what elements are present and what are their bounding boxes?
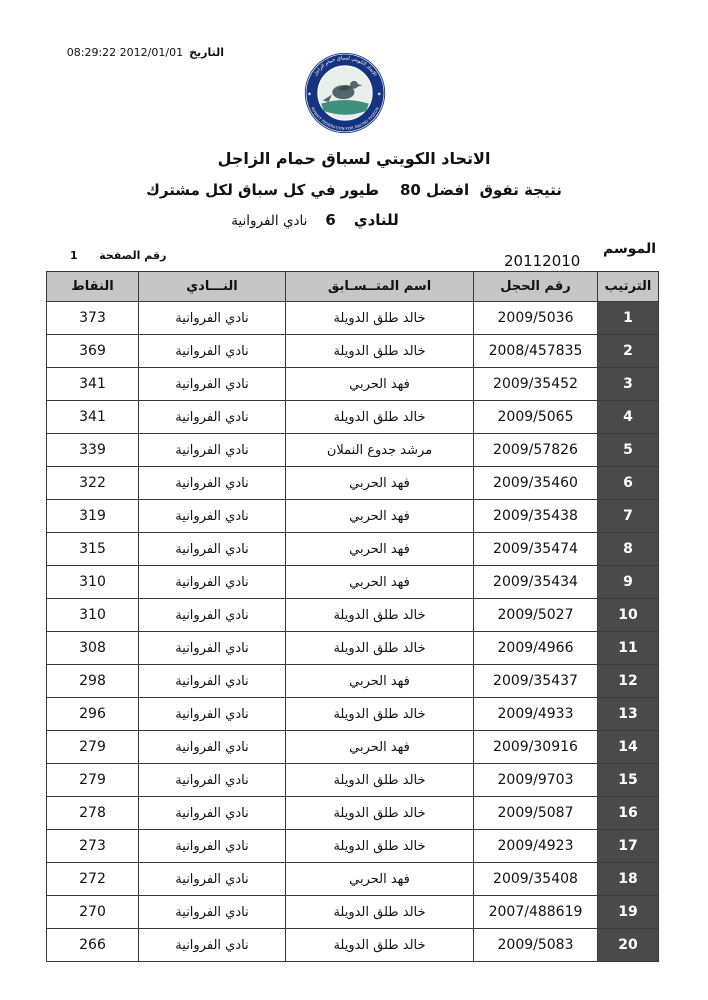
name-cell: فهد الحربي xyxy=(286,665,474,698)
ring-cell: 2009/35452 xyxy=(474,368,598,401)
club-cell: نادي الفروانية xyxy=(139,896,286,929)
name-cell: خالد طلق الدويلة xyxy=(286,632,474,665)
pigeon-logo-graphic xyxy=(304,52,386,134)
points-cell: 310 xyxy=(47,599,139,632)
rank-cell: 19 xyxy=(598,896,659,929)
points-cell: 296 xyxy=(47,698,139,731)
name-cell: خالد طلق الدويلة xyxy=(286,896,474,929)
name-cell: مرشد جدوع النملان xyxy=(286,434,474,467)
club-cell: نادي الفروانية xyxy=(139,599,286,632)
name-cell: خالد طلق الدويلة xyxy=(286,830,474,863)
ring-cell: 2009/35438 xyxy=(474,500,598,533)
club-name: نادي الفروانية xyxy=(231,213,308,229)
ring-cell: 2009/5083 xyxy=(474,929,598,962)
points-cell: 315 xyxy=(47,533,139,566)
club-cell: نادي الفروانية xyxy=(139,632,286,665)
name-cell: خالد طلق الدويلة xyxy=(286,929,474,962)
ring-cell: 2008/457835 xyxy=(474,335,598,368)
ring-cell: 2009/35437 xyxy=(474,665,598,698)
club-cell: نادي الفروانية xyxy=(139,467,286,500)
table-row xyxy=(47,533,659,566)
table-row xyxy=(47,599,659,632)
name-cell: فهد الحربي xyxy=(286,500,474,533)
club-cell: نادي الفروانية xyxy=(139,368,286,401)
table-header xyxy=(47,272,659,302)
ring-cell: 2007/488619 xyxy=(474,896,598,929)
table-row xyxy=(47,929,659,962)
name-cell: خالد طلق الدويلة xyxy=(286,401,474,434)
points-cell: 322 xyxy=(47,467,139,500)
ring-cell: 2009/4933 xyxy=(474,698,598,731)
club-cell: نادي الفروانية xyxy=(139,863,286,896)
name-cell: خالد طلق الدويلة xyxy=(286,797,474,830)
page-number-value: 1 xyxy=(70,249,78,262)
points-cell: 272 xyxy=(47,863,139,896)
club-cell: نادي الفروانية xyxy=(139,830,286,863)
table-row xyxy=(47,797,659,830)
ring-cell: 2009/5036 xyxy=(474,302,598,335)
points-cell: 373 xyxy=(47,302,139,335)
points-cell: 339 xyxy=(47,434,139,467)
ring-cell: 2009/4923 xyxy=(474,830,598,863)
rank-cell: 14 xyxy=(598,731,659,764)
table-header-row xyxy=(47,272,659,302)
results-table xyxy=(46,271,659,962)
name-cell: فهد الحربي xyxy=(286,368,474,401)
table-row xyxy=(47,698,659,731)
name-cell: خالد طلق الدويلة xyxy=(286,302,474,335)
ring-cell: 2009/5027 xyxy=(474,599,598,632)
club-label: للنادي xyxy=(353,211,399,229)
logo-star-left: ★ xyxy=(307,91,312,98)
points-cell: 341 xyxy=(47,368,139,401)
rank-cell: 9 xyxy=(598,566,659,599)
logo-star-right: ★ xyxy=(376,91,382,98)
date-label: التاريخ xyxy=(189,46,224,59)
table-row xyxy=(47,764,659,797)
table-row xyxy=(47,500,659,533)
date-value: 08:29:22 2012/01/01 xyxy=(66,46,184,59)
ring-cell: 2009/35474 xyxy=(474,533,598,566)
table-row xyxy=(47,401,659,434)
points-cell: 266 xyxy=(47,929,139,962)
rank-cell: 10 xyxy=(598,599,659,632)
table-row xyxy=(47,863,659,896)
ring-cell: 2009/4966 xyxy=(474,632,598,665)
club-cell: نادي الفروانية xyxy=(139,698,286,731)
rank-cell: 2 xyxy=(598,335,659,368)
table-row xyxy=(47,434,659,467)
points-cell: 270 xyxy=(47,896,139,929)
rank-cell: 6 xyxy=(598,467,659,500)
print-date-line xyxy=(28,46,224,59)
page-number-line xyxy=(70,249,166,262)
rank-cell: 16 xyxy=(598,797,659,830)
season-label: الموسم xyxy=(603,241,656,257)
table-row xyxy=(47,368,659,401)
club-cell: نادي الفروانية xyxy=(139,500,286,533)
club-cell: نادي الفروانية xyxy=(139,533,286,566)
points-cell: 341 xyxy=(47,401,139,434)
rank-cell: 4 xyxy=(598,401,659,434)
rank-cell: 7 xyxy=(598,500,659,533)
club-cell: نادي الفروانية xyxy=(139,401,286,434)
name-cell: فهد الحربي xyxy=(286,863,474,896)
col-header-ring: رقم الحجل xyxy=(474,272,598,302)
rank-cell: 5 xyxy=(598,434,659,467)
rank-cell: 8 xyxy=(598,533,659,566)
points-cell: 273 xyxy=(47,830,139,863)
table-row xyxy=(47,731,659,764)
table-row xyxy=(47,302,659,335)
table-row xyxy=(47,566,659,599)
result-subtitle: نتيجة تفوق افضل 80 طيور في كل سباق لكل مشترك xyxy=(146,181,562,199)
points-cell: 319 xyxy=(47,500,139,533)
rank-cell: 12 xyxy=(598,665,659,698)
club-line xyxy=(0,211,630,229)
rank-cell: 13 xyxy=(598,698,659,731)
club-cell: نادي الفروانية xyxy=(139,335,286,368)
rank-cell: 1 xyxy=(598,302,659,335)
rank-cell: 3 xyxy=(598,368,659,401)
table-row xyxy=(47,665,659,698)
table-row xyxy=(47,632,659,665)
club-cell: نادي الفروانية xyxy=(139,434,286,467)
name-cell: فهد الحربي xyxy=(286,467,474,500)
table-row xyxy=(47,830,659,863)
rank-cell: 11 xyxy=(598,632,659,665)
col-header-points: النقاط xyxy=(47,272,139,302)
points-cell: 279 xyxy=(47,731,139,764)
ring-cell: 2009/9703 xyxy=(474,764,598,797)
club-cell: نادي الفروانية xyxy=(139,797,286,830)
ring-cell: 2009/5065 xyxy=(474,401,598,434)
club-number: 6 xyxy=(325,211,336,229)
name-cell: خالد طلق الدويلة xyxy=(286,764,474,797)
club-cell: نادي الفروانية xyxy=(139,764,286,797)
logo-arabic-text: الاتحاد الكويتي لسباق حمام الزاجل xyxy=(312,55,378,78)
ring-cell: 2009/35460 xyxy=(474,467,598,500)
ring-cell: 2009/30916 xyxy=(474,731,598,764)
name-cell: خالد طلق الدويلة xyxy=(286,698,474,731)
table-row xyxy=(47,896,659,929)
rank-cell: 17 xyxy=(598,830,659,863)
page-number-label: رقم الصفحة xyxy=(99,249,167,262)
points-cell: 308 xyxy=(47,632,139,665)
ring-cell: 2009/35408 xyxy=(474,863,598,896)
season-value: 20112010 xyxy=(504,252,581,270)
ring-cell: 2009/57826 xyxy=(474,434,598,467)
points-cell: 279 xyxy=(47,764,139,797)
club-cell: نادي الفروانية xyxy=(139,665,286,698)
points-cell: 310 xyxy=(47,566,139,599)
ring-cell: 2009/5087 xyxy=(474,797,598,830)
rank-cell: 18 xyxy=(598,863,659,896)
federation-title: الاتحاد الكويتي لسباق حمام الزاجل xyxy=(217,149,491,168)
col-header-club: النـــادي xyxy=(139,272,286,302)
table-body xyxy=(47,302,659,962)
name-cell: فهد الحربي xyxy=(286,533,474,566)
rank-cell: 15 xyxy=(598,764,659,797)
rank-cell: 20 xyxy=(598,929,659,962)
club-cell: نادي الفروانية xyxy=(139,929,286,962)
name-cell: فهد الحربي xyxy=(286,566,474,599)
points-cell: 298 xyxy=(47,665,139,698)
points-cell: 369 xyxy=(47,335,139,368)
ring-cell: 2009/35434 xyxy=(474,566,598,599)
club-cell: نادي الفروانية xyxy=(139,302,286,335)
points-cell: 278 xyxy=(47,797,139,830)
table-row xyxy=(47,467,659,500)
name-cell: خالد طلق الدويلة xyxy=(286,335,474,368)
col-header-name: اسم المتــسـابق xyxy=(286,272,474,302)
club-cell: نادي الفروانية xyxy=(139,731,286,764)
federation-logo xyxy=(304,52,386,134)
club-cell: نادي الفروانية xyxy=(139,566,286,599)
name-cell: خالد طلق الدويلة xyxy=(286,599,474,632)
col-header-rank: الترتيب xyxy=(598,272,659,302)
table-row xyxy=(47,335,659,368)
name-cell: فهد الحربي xyxy=(286,731,474,764)
logo-english-text: KUWAIT FEDERATION FOR RACING PIGEON xyxy=(310,106,380,131)
